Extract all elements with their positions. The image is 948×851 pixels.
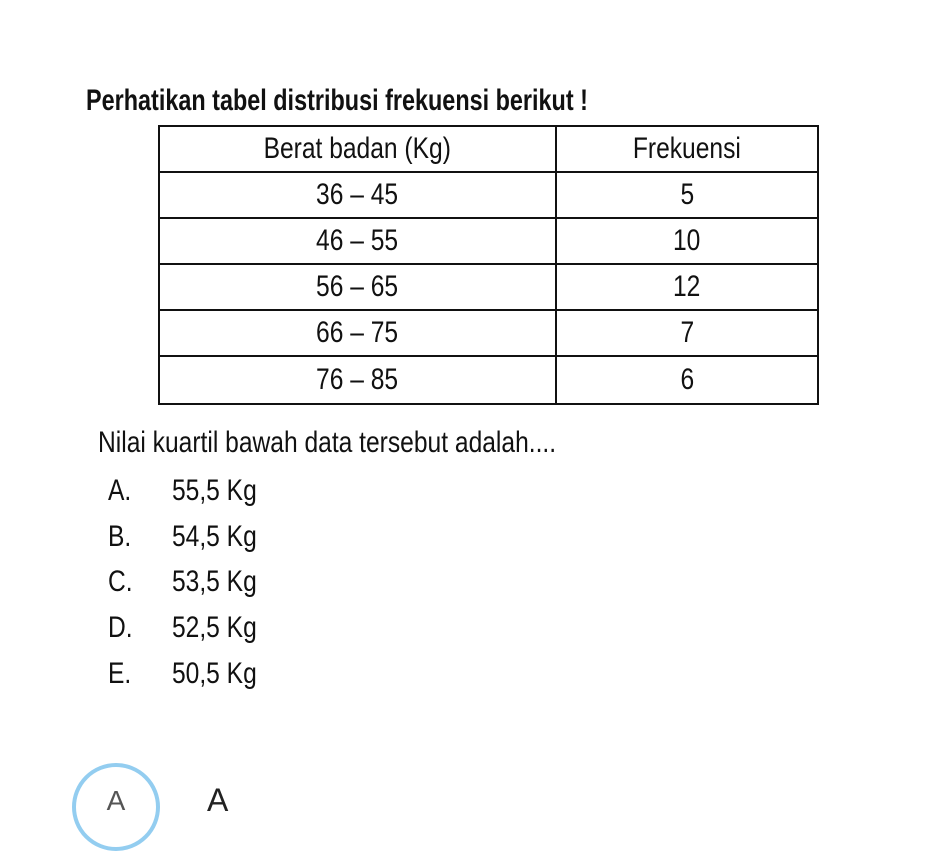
answer-badge[interactable] — [72, 763, 160, 851]
cell-range: 76 – 85 — [316, 363, 399, 396]
table-row — [159, 218, 818, 264]
cell-frequency: 7 — [680, 316, 694, 349]
table-header — [159, 126, 818, 172]
cell-frequency: 5 — [680, 178, 694, 211]
option-text: 50,5 Kg — [171, 657, 257, 690]
option-letter: A. — [108, 474, 132, 507]
option-letter: D. — [108, 611, 133, 644]
option-letter: B. — [108, 520, 132, 553]
question-text: Nilai kuartil bawah data tersebut adalah.... — [98, 426, 557, 459]
option-b — [108, 520, 257, 554]
cell-frequency: 10 — [673, 224, 701, 257]
option-d — [108, 611, 257, 645]
table-row — [159, 172, 818, 218]
answer-text: A — [207, 782, 229, 818]
option-text: 52,5 Kg — [171, 611, 257, 644]
frequency-table — [158, 125, 819, 405]
table-row — [159, 310, 818, 356]
cell-range: 56 – 65 — [316, 270, 399, 303]
option-text: 54,5 Kg — [171, 520, 257, 553]
option-text: 53,5 Kg — [171, 565, 257, 598]
question-title: Perhatikan tabel distribusi frekuensi berikut ! — [86, 84, 588, 117]
option-letter: C. — [108, 565, 133, 598]
table-row — [159, 356, 818, 404]
header-weight: Berat badan (Kg) — [263, 132, 452, 165]
option-c — [108, 565, 257, 599]
option-e — [108, 657, 257, 691]
cell-range: 66 – 75 — [316, 316, 399, 349]
option-a — [108, 474, 257, 508]
option-letter: E. — [108, 657, 132, 690]
option-text: 55,5 Kg — [171, 474, 257, 507]
cell-range: 46 – 55 — [316, 224, 399, 257]
cell-frequency: 6 — [680, 363, 694, 396]
header-frequency: Frekuensi — [632, 132, 742, 165]
cell-frequency: 12 — [673, 270, 701, 303]
table-row — [159, 264, 818, 310]
cell-range: 36 – 45 — [316, 178, 399, 211]
answer-badge-letter: A — [106, 785, 126, 816]
